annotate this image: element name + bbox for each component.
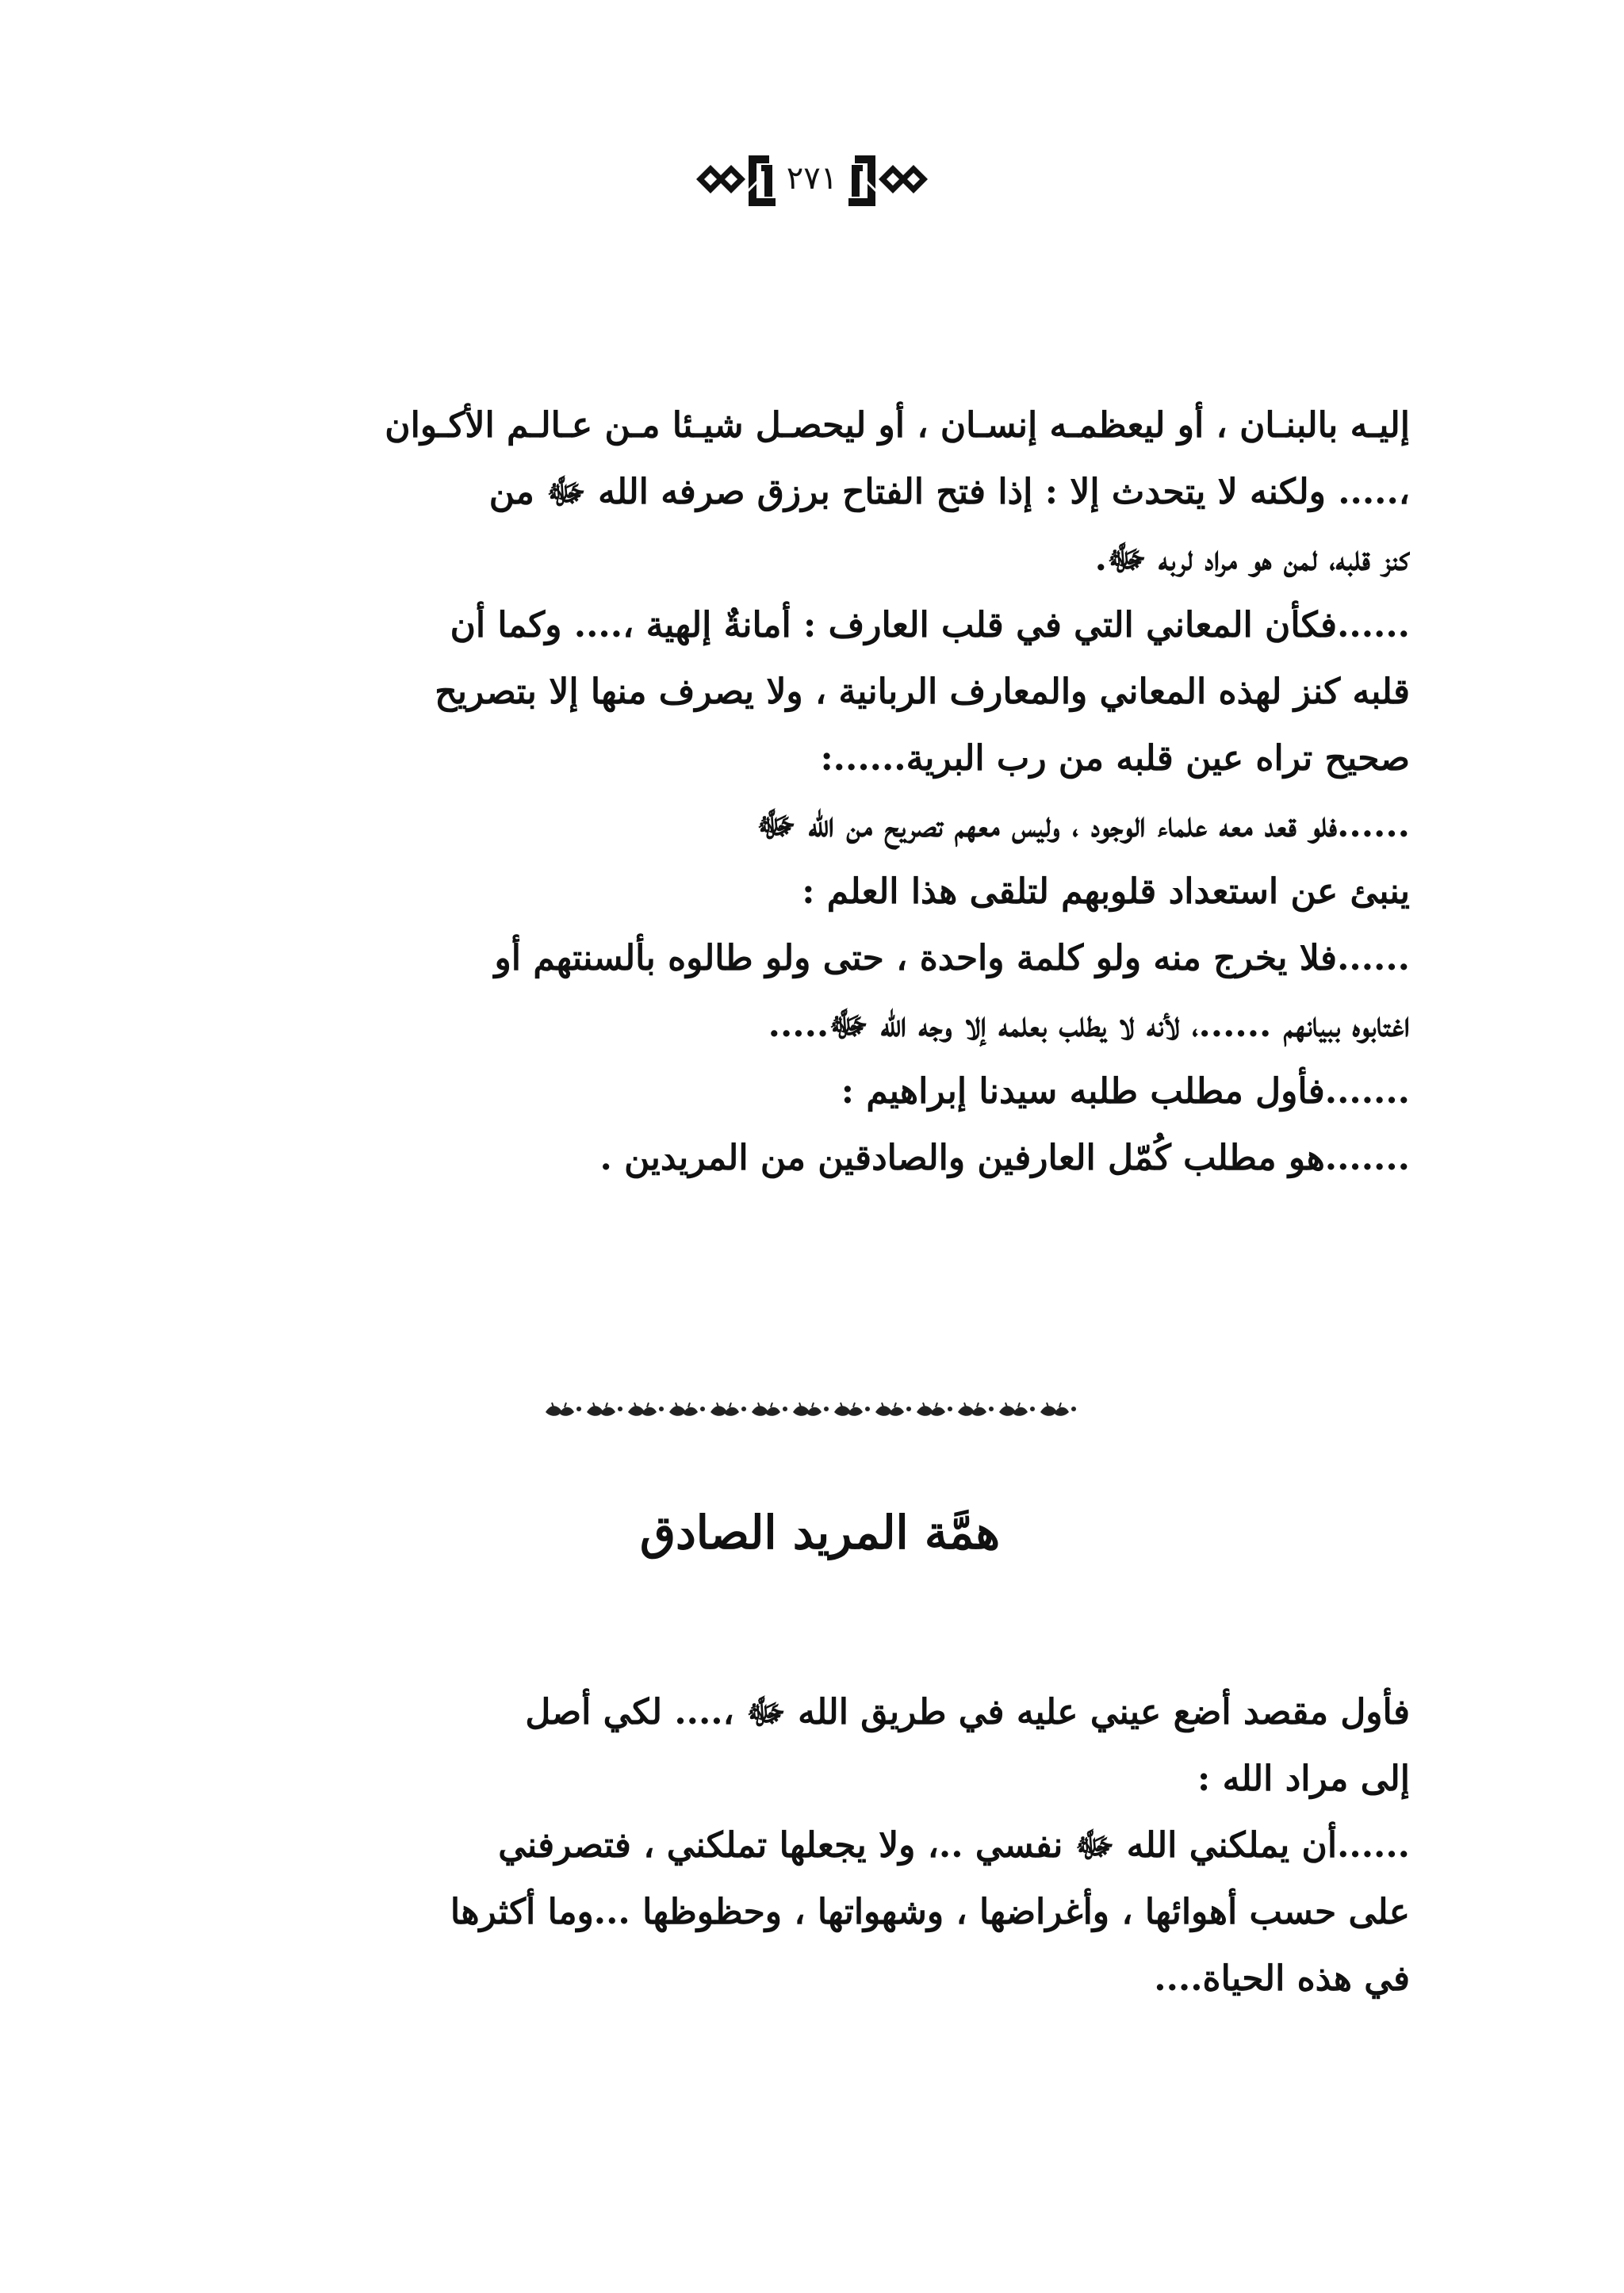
section-text-block — [230, 1679, 1410, 2012]
floral-divider-ornament-icon — [542, 1399, 1082, 1420]
section-heading: همَّة المريد الصادق — [639, 1506, 1001, 1560]
text-line: قلبه كنز لهذه المعاني والمعارف الربانية ، ولا يصرف منها إلا بتصريح — [435, 672, 1410, 712]
text-line: كنز قلبه، لمن هو مراد لربه ﷻ. — [1094, 538, 1410, 579]
text-line: ......فلو قعد معه علماء الوجود ، وليس معهم تصريح من الله ﷻ — [756, 805, 1410, 845]
text-line: على حسب أهوائها ، وأغراضها ، وشهواتها ، وحظوظها ...وما أكثرها — [450, 1892, 1410, 1932]
text-line: ينبئ عن استعداد قلوبهم لتلقى هذا العلم : — [802, 871, 1410, 912]
text-line: صحيح تراه عين قلبه من رب البرية......: — [820, 738, 1410, 779]
text-line: .......هو مطلب كُمّل العارفين والصادقين من المريدين . — [599, 1138, 1410, 1178]
page-number: ٢٧١ — [786, 160, 838, 197]
text-line: ......فكأن المعاني التي في قلب العارف : أمانةٌ إلهية ،.... وكما أن — [450, 605, 1410, 645]
text-line: اغتابوه ببيانهم ......، لأنه لا يطلب بعلمه إلا وجه الله ﷻ..... — [768, 1005, 1410, 1045]
text-line: فأول مقصد أضع عيني عليه في طريق الله ﷻ ،.... لكي أصل — [525, 1692, 1410, 1732]
main-text-block — [230, 392, 1410, 1192]
text-line: في هذه الحياة.... — [1154, 1958, 1410, 1999]
page-number-ornament — [693, 141, 931, 220]
text-line: ......أن يملكني الله ﷻ نفسي ..، ولا يجعلها تملكني ، فتصرفني — [498, 1825, 1410, 1866]
text-line: إلى مراد الله : — [1197, 1759, 1410, 1799]
text-line: إليـه بالبنـان ، أو ليعظمـه إنسـان ، أو ليحصـل شيـئا مـن عـالـم الأكـوان — [385, 405, 1410, 446]
text-line: .......فأول مطلب طلبه سيدنا إبراهيم : — [841, 1071, 1410, 1112]
text-line: ،..... ولكنه لا يتحدث إلا : إذا فتح الفتاح برزق صرفه الله ﷻ من — [488, 472, 1410, 512]
text-line: ......فلا يخرج منه ولو كلمة واحدة ، حتى ولو طالوه بألسنتهم أو — [494, 938, 1410, 978]
